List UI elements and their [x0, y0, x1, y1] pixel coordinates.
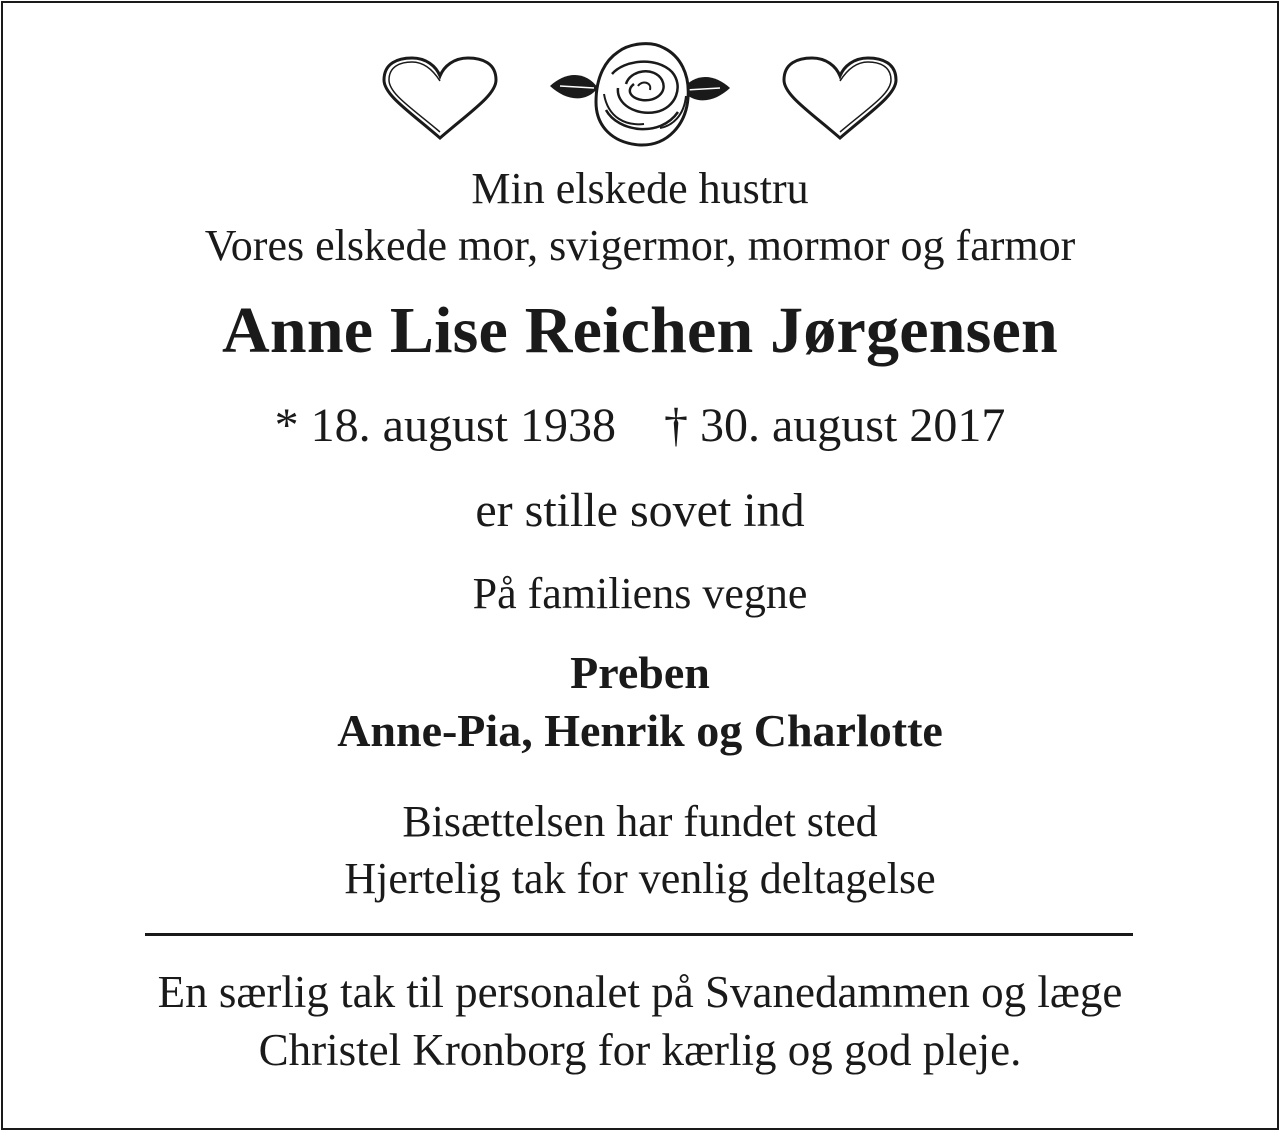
family-line-1: Preben	[570, 647, 710, 698]
thanks-line-2: Christel Kronborg for kærlig og god pleje.	[258, 1025, 1022, 1075]
deceased-name: Anne Lise Reichen Jørgensen	[222, 294, 1058, 367]
heart-outline-icon	[784, 58, 896, 138]
rose-icon	[550, 44, 730, 145]
heart-outline-icon	[384, 58, 496, 138]
notice-line-2: Hjertelig tak for venlig deltagelse	[344, 854, 936, 903]
intro-line-2: Vores elskede mor, svigermor, mormor og farmor	[204, 221, 1076, 270]
thanks-line-1: En særlig tak til personalet på Svanedammen og læge	[157, 967, 1123, 1017]
birth-date: * 18. august 1938	[274, 399, 616, 452]
intro-line-1: Min elskede hustru	[471, 164, 809, 213]
divider-line	[145, 933, 1133, 936]
notice-line-1: Bisættelsen har fundet sted	[402, 797, 878, 846]
ornament-row	[0, 0, 1280, 160]
on-behalf-text: På familiens vegne	[472, 569, 808, 618]
life-dates	[0, 399, 1280, 452]
death-date: † 30. august 2017	[664, 399, 1006, 452]
family-line-2: Anne-Pia, Henrik og Charlotte	[337, 705, 943, 756]
passed-text: er stille sovet ind	[475, 484, 805, 537]
